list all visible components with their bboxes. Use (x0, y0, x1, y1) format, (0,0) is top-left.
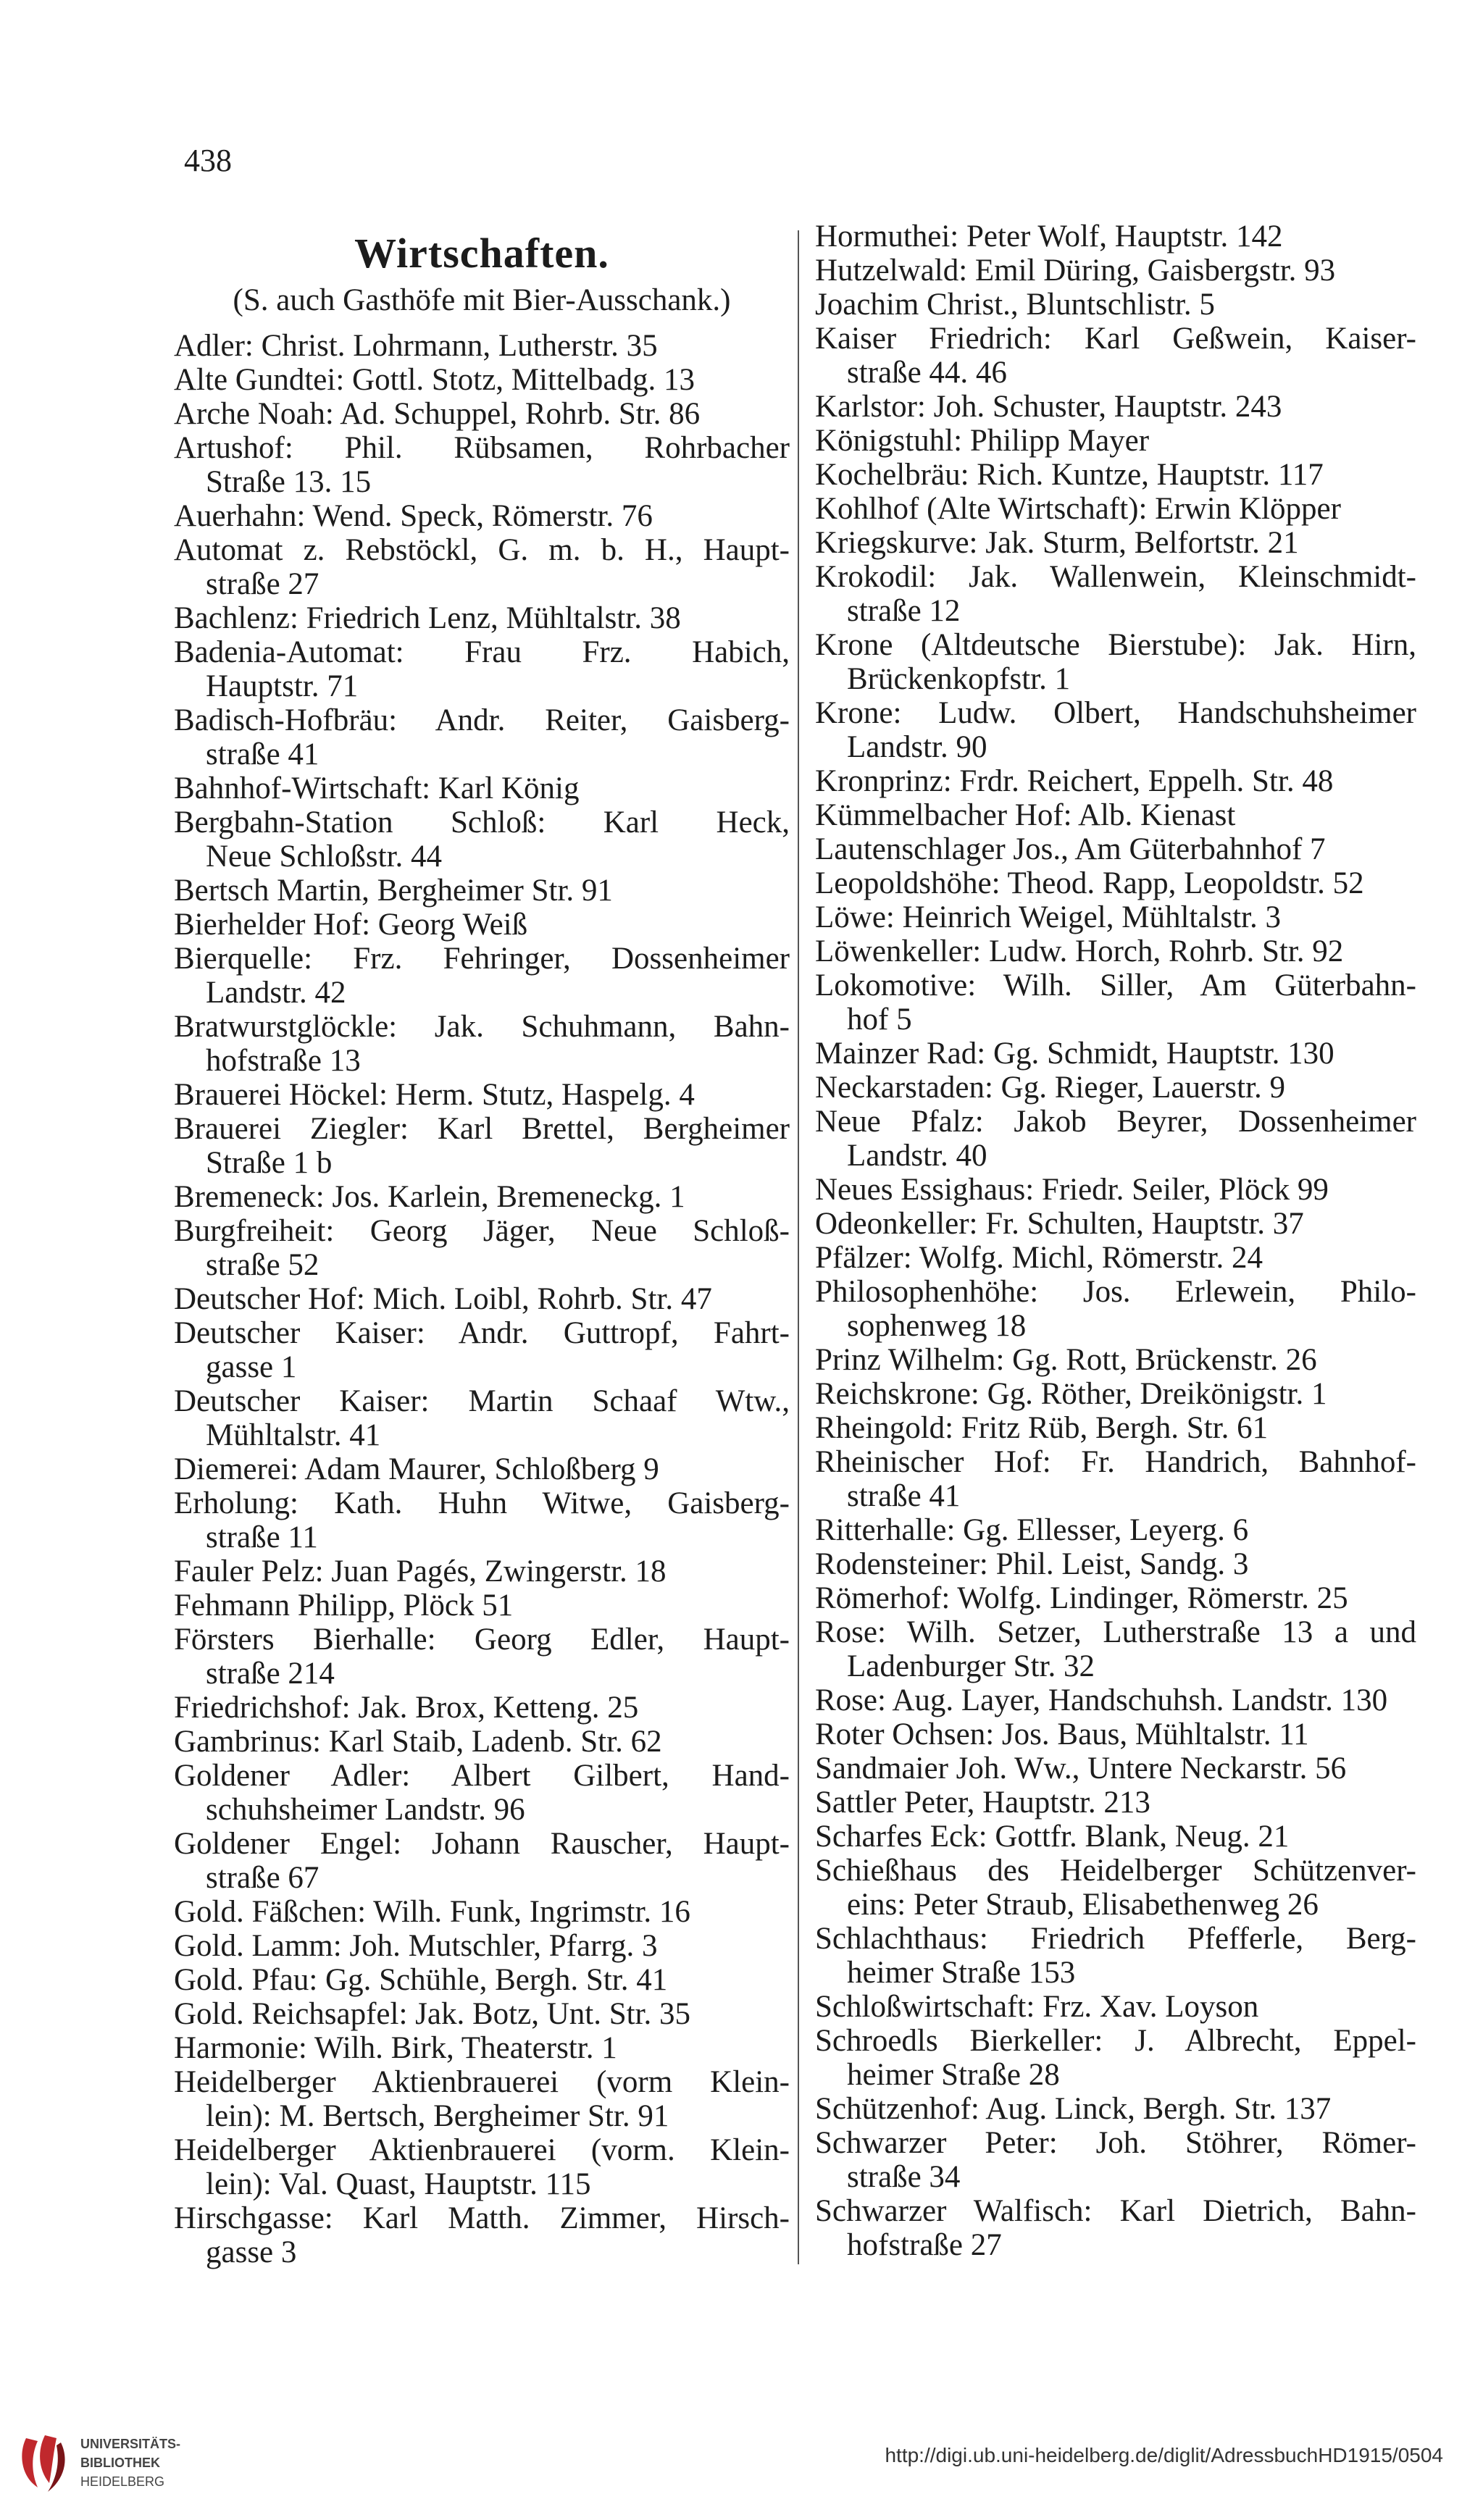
directory-entry (815, 288, 1416, 322)
entry-continuation-line: schuhsheimer Landstr. 96 (206, 1793, 525, 1827)
directory-entry (815, 1343, 1416, 1377)
entry-line: Krone (Altdeutsche Bierstube): Jak. Hirn, (815, 628, 1416, 662)
entry-line: Alte Gundtei: Gottl. Stotz, Mittelbadg. 13 (174, 363, 695, 397)
entry-line: Fauler Pelz: Juan Pagés, Zwingerstr. 18 (174, 1554, 667, 1588)
entry-continuation-line: straße 214 (206, 1657, 335, 1691)
section-heading: Wirtschaften. (354, 230, 609, 277)
directory-entry (815, 2126, 1416, 2194)
directory-entry (174, 1725, 790, 1759)
entry-line: Philosophenhöhe: Jos. Erlewein, Philo- (815, 1275, 1416, 1309)
directory-entry (815, 1445, 1416, 1513)
directory-entry (174, 1554, 790, 1588)
entry-continuation-line: heimer Straße 153 (847, 1956, 1076, 1990)
directory-entry (174, 635, 790, 703)
directory-entry (174, 1010, 790, 1078)
directory-entry (174, 908, 790, 942)
entry-line: Pfälzer: Wolfg. Michl, Römerstr. 24 (815, 1241, 1263, 1275)
entry-line: Goldener Engel: Johann Rauscher, Haupt- (174, 1827, 790, 1861)
entry-line: Rose: Aug. Layer, Handschuhsh. Landstr. 130 (815, 1683, 1388, 1717)
entry-line: Neckarstaden: Gg. Rieger, Lauerstr. 9 (815, 1071, 1286, 1105)
entry-line: Arche Noah: Ad. Schuppel, Rohrb. Str. 86 (174, 397, 701, 431)
directory-entry (174, 1214, 790, 1282)
entry-line: Odeonkeller: Fr. Schulten, Hauptstr. 37 (815, 1207, 1304, 1241)
directory-entry (174, 2133, 790, 2201)
entry-line: Heidelberger Aktienbrauerei (vorm. Klein- (174, 2133, 790, 2167)
directory-entry (815, 1173, 1416, 1207)
entry-line: Gambrinus: Karl Staib, Ladenb. Str. 62 (174, 1725, 662, 1759)
directory-entry (174, 1963, 790, 1997)
entry-line: Leopoldshöhe: Theod. Rapp, Leopoldstr. 52 (815, 866, 1364, 900)
library-name-line: HEIDELBERG (80, 2474, 165, 2489)
directory-entry (815, 1581, 1416, 1615)
entry-continuation-line: hofstraße 27 (847, 2228, 1002, 2262)
directory-entry (815, 322, 1416, 390)
entry-line: Krokodil: Jak. Wallenwein, Kleinschmidt- (815, 560, 1416, 594)
entry-continuation-line: straße 67 (206, 1861, 319, 1895)
directory-entry (174, 874, 790, 908)
directory-entry (815, 1105, 1416, 1173)
directory-entry (174, 329, 790, 363)
directory-entry (174, 1180, 790, 1214)
directory-entry (815, 1411, 1416, 1445)
entry-line: Bertsch Martin, Bergheimer Str. 91 (174, 874, 613, 908)
entry-line: Bahnhof-Wirtschaft: Karl König (174, 771, 580, 805)
directory-entry (174, 942, 790, 1010)
entry-line: Bachlenz: Friedrich Lenz, Mühltalstr. 38 (174, 601, 681, 635)
directory-entry (815, 2024, 1416, 2092)
entry-continuation-line: straße 41 (847, 1479, 961, 1513)
entry-continuation-line: lein): Val. Quast, Hauptstr. 115 (206, 2167, 591, 2201)
directory-entry (815, 866, 1416, 900)
entry-line: Badenia-Automat: Frau Frz. Habich, (174, 635, 790, 669)
directory-entry (815, 1786, 1416, 1820)
entry-continuation-line: gasse 1 (206, 1350, 297, 1384)
section-subheading: (S. auch Gasthöfe mit Bier-Ausschank.) (233, 283, 731, 317)
entry-continuation-line: straße 27 (206, 567, 319, 601)
directory-entry (815, 2194, 1416, 2262)
entry-line: Neues Essighaus: Friedr. Seiler, Plöck 99 (815, 1173, 1329, 1207)
entry-line: Schloßwirtschaft: Frz. Xav. Loyson (815, 1990, 1259, 2024)
directory-entry (174, 1895, 790, 1929)
entry-line: Deutscher Kaiser: Andr. Guttropf, Fahrt- (174, 1316, 790, 1350)
directory-entry (174, 703, 790, 771)
entry-line: Königstuhl: Philipp Mayer (815, 424, 1150, 458)
entry-line: Neue Pfalz: Jakob Beyrer, Dossenheimer (815, 1105, 1416, 1139)
directory-entry (174, 2065, 790, 2133)
entry-line: Diemerei: Adam Maurer, Schloßberg 9 (174, 1452, 659, 1486)
entry-continuation-line: gasse 3 (206, 2235, 297, 2269)
directory-entry (815, 1820, 1416, 1854)
directory-entry (815, 1377, 1416, 1411)
entry-line: Gold. Reichsapfel: Jak. Botz, Unt. Str. 35 (174, 1997, 691, 2031)
entry-line: Heidelberger Aktienbrauerei (vorm Klein- (174, 2065, 790, 2099)
entry-line: Roter Ochsen: Jos. Baus, Mühltalstr. 11 (815, 1717, 1309, 1751)
directory-entry (815, 900, 1416, 934)
directory-entry (815, 1275, 1416, 1343)
entry-line: Kaiser Friedrich: Karl Geßwein, Kaiser- (815, 322, 1416, 356)
entry-line: Kochelbräu: Rich. Kuntze, Hauptstr. 117 (815, 458, 1324, 492)
directory-entry (815, 1071, 1416, 1105)
entry-line: Krone: Ludw. Olbert, Handschuhsheimer (815, 696, 1416, 730)
directory-entry (174, 1759, 790, 1827)
source-url: http://digi.ub.uni-heidelberg.de/diglit/AdressbuchHD1915/0504 (885, 2444, 1443, 2466)
entry-continuation-line: Neue Schloßstr. 44 (206, 840, 443, 874)
entry-line: Friedrichshof: Jak. Brox, Ketteng. 25 (174, 1691, 639, 1725)
entry-continuation-line: lein): M. Bertsch, Bergheimer Str. 91 (206, 2099, 669, 2133)
directory-entry (174, 771, 790, 805)
directory-entry (174, 1316, 790, 1384)
entry-line: Schießhaus des Heidelberger Schützenver- (815, 1854, 1416, 1888)
entry-line: Ritterhalle: Gg. Ellesser, Leyerg. 6 (815, 1513, 1249, 1547)
entry-line: Rodensteiner: Phil. Leist, Sandg. 3 (815, 1547, 1249, 1581)
directory-entry (815, 219, 1416, 254)
entry-line: Mainzer Rad: Gg. Schmidt, Hauptstr. 130 (815, 1037, 1334, 1071)
directory-entry (815, 798, 1416, 832)
directory-entry (174, 1112, 790, 1180)
entry-continuation-line: straße 44. 46 (847, 356, 1007, 390)
entry-line: Kümmelbacher Hof: Alb. Kienast (815, 798, 1236, 832)
entry-line: Schwarzer Peter: Joh. Stöhrer, Römer- (815, 2126, 1416, 2160)
page-number: 438 (184, 143, 232, 178)
entry-line: Römerhof: Wolfg. Lindinger, Römerstr. 25 (815, 1581, 1348, 1615)
entry-continuation-line: hof 5 (847, 1002, 912, 1037)
directory-entry (174, 1997, 790, 2031)
directory-entry (174, 499, 790, 533)
directory-entry (174, 1827, 790, 1895)
directory-entry (174, 2201, 790, 2269)
entry-continuation-line: Straße 1 b (206, 1146, 333, 1180)
entry-continuation-line: heimer Straße 28 (847, 2058, 1060, 2092)
entry-line: Schwarzer Walfisch: Karl Dietrich, Bahn- (815, 2194, 1416, 2228)
entry-line: Scharfes Eck: Gottfr. Blank, Neug. 21 (815, 1820, 1290, 1854)
directory-entry (174, 397, 790, 431)
entry-line: Lautenschlager Jos., Am Güterbahnhof 7 (815, 832, 1326, 866)
library-name (80, 2435, 180, 2491)
entry-continuation-line: hofstraße 13 (206, 1044, 361, 1078)
entry-line: Bergbahn-Station Schloß: Karl Heck, (174, 805, 790, 840)
entry-line: Burgfreiheit: Georg Jäger, Neue Schloß- (174, 1214, 790, 1248)
entry-continuation-line: Mühltalstr. 41 (206, 1418, 381, 1452)
directory-entry (815, 1615, 1416, 1683)
directory-entry (815, 254, 1416, 288)
entry-line: Reichskrone: Gg. Röther, Dreikönigstr. 1 (815, 1377, 1327, 1411)
directory-entry (815, 1990, 1416, 2024)
directory-entry (815, 492, 1416, 526)
entry-line: Löwe: Heinrich Weigel, Mühltalstr. 3 (815, 900, 1282, 934)
left-column-entries (174, 329, 790, 2269)
entry-continuation-line: straße 52 (206, 1248, 319, 1282)
directory-entry (815, 1683, 1416, 1717)
directory-entry (174, 1452, 790, 1486)
directory-entry (174, 1929, 790, 1963)
directory-entry (815, 1513, 1416, 1547)
column-divider (798, 230, 799, 2264)
entry-continuation-line: Straße 13. 15 (206, 465, 372, 499)
entry-line: Goldener Adler: Albert Gilbert, Hand- (174, 1759, 790, 1793)
entry-line: Bierhelder Hof: Georg Weiß (174, 908, 528, 942)
entry-line: Hutzelwald: Emil Düring, Gaisbergstr. 93 (815, 254, 1336, 288)
directory-entry (815, 2092, 1416, 2126)
entry-continuation-line: Landstr. 90 (847, 730, 987, 764)
entry-continuation-line: Ladenburger Str. 32 (847, 1649, 1095, 1683)
entry-line: Bratwurstglöckle: Jak. Schuhmann, Bahn- (174, 1010, 790, 1044)
directory-entry (815, 1547, 1416, 1581)
directory-entry (174, 1384, 790, 1452)
directory-entry (815, 1241, 1416, 1275)
entry-line: Schroedls Bierkeller: J. Albrecht, Eppel- (815, 2024, 1416, 2058)
entry-line: Fehmann Philipp, Plöck 51 (174, 1588, 514, 1623)
entry-line: Försters Bierhalle: Georg Edler, Haupt- (174, 1623, 790, 1657)
entry-line: Sattler Peter, Hauptstr. 213 (815, 1786, 1150, 1820)
entry-line: Harmonie: Wilh. Birk, Theaterstr. 1 (174, 2031, 617, 2065)
entry-line: Artushof: Phil. Rübsamen, Rohrbacher (174, 431, 790, 465)
entry-line: Deutscher Hof: Mich. Loibl, Rohrb. Str. 47 (174, 1282, 712, 1316)
directory-entry (815, 1922, 1416, 1990)
entry-continuation-line: Landstr. 40 (847, 1139, 987, 1173)
entry-line: Lokomotive: Wilh. Siller, Am Güterbahn- (815, 968, 1416, 1002)
directory-entry (815, 968, 1416, 1037)
directory-entry (174, 1282, 790, 1316)
directory-entry (174, 533, 790, 601)
directory-entry (174, 431, 790, 499)
entry-line: Rheingold: Fritz Rüb, Bergh. Str. 61 (815, 1411, 1269, 1445)
entry-continuation-line: straße 12 (847, 594, 961, 628)
entry-line: Rose: Wilh. Setzer, Lutherstraße 13 a und (815, 1615, 1416, 1649)
entry-line: Erholung: Kath. Huhn Witwe, Gaisberg- (174, 1486, 790, 1520)
directory-entry (815, 832, 1416, 866)
entry-line: Deutscher Kaiser: Martin Schaaf Wtw., (174, 1384, 790, 1418)
directory-entry (815, 1751, 1416, 1786)
entry-line: Bremeneck: Jos. Karlein, Bremeneckg. 1 (174, 1180, 685, 1214)
entry-line: Gold. Fäßchen: Wilh. Funk, Ingrimstr. 16 (174, 1895, 690, 1929)
library-name-line: BIBLIOTHEK (80, 2456, 160, 2470)
entry-line: Prinz Wilhelm: Gg. Rott, Brückenstr. 26 (815, 1343, 1317, 1377)
entry-continuation-line: straße 34 (847, 2160, 961, 2194)
entry-line: Schützenhof: Aug. Linck, Bergh. Str. 137 (815, 2092, 1332, 2126)
directory-entry (815, 458, 1416, 492)
entry-line: Adler: Christ. Lohrmann, Lutherstr. 35 (174, 329, 658, 363)
entry-line: Kriegskurve: Jak. Sturm, Belfortstr. 21 (815, 526, 1299, 560)
entry-line: Löwenkeller: Ludw. Horch, Rohrb. Str. 92 (815, 934, 1344, 968)
entry-line: Hirschgasse: Karl Matth. Zimmer, Hirsch- (174, 2201, 790, 2235)
entry-line: Kohlhof (Alte Wirtschaft): Erwin Klöpper (815, 492, 1341, 526)
entry-continuation-line: eins: Peter Straub, Elisabethenweg 26 (847, 1888, 1319, 1922)
entry-line: Gold. Pfau: Gg. Schühle, Bergh. Str. 41 (174, 1963, 668, 1997)
entry-line: Brauerei Ziegler: Karl Brettel, Bergheimer (174, 1112, 790, 1146)
directory-entry (815, 424, 1416, 458)
entry-continuation-line: straße 11 (206, 1520, 318, 1554)
entry-continuation-line: sophenweg 18 (847, 1309, 1027, 1343)
directory-entry (174, 1486, 790, 1554)
entry-line: Brauerei Höckel: Herm. Stutz, Haspelg. 4 (174, 1078, 695, 1112)
entry-line: Auerhahn: Wend. Speck, Römerstr. 76 (174, 499, 653, 533)
entry-line: Gold. Lamm: Joh. Mutschler, Pfarrg. 3 (174, 1929, 658, 1963)
directory-entry (815, 696, 1416, 764)
entry-continuation-line: Brückenkopfstr. 1 (847, 662, 1071, 696)
entry-line: Sandmaier Joh. Ww., Untere Neckarstr. 56 (815, 1751, 1347, 1786)
entry-line: Bierquelle: Frz. Fehringer, Dossenheimer (174, 942, 790, 976)
directory-entry (174, 601, 790, 635)
directory-entry (174, 805, 790, 874)
directory-entry (815, 628, 1416, 696)
entry-line: Karlstor: Joh. Schuster, Hauptstr. 243 (815, 390, 1282, 424)
entry-line: Schlachthaus: Friedrich Pfefferle, Berg- (815, 1922, 1416, 1956)
directory-entry (174, 363, 790, 397)
directory-entry (815, 1717, 1416, 1751)
directory-entry (815, 1037, 1416, 1071)
entry-line: Hormuthei: Peter Wolf, Hauptstr. 142 (815, 219, 1283, 254)
entry-line: Kronprinz: Frdr. Reichert, Eppelh. Str. 48 (815, 764, 1334, 798)
directory-entry (174, 1078, 790, 1112)
directory-entry (174, 1588, 790, 1623)
directory-entry (815, 560, 1416, 628)
entry-line: Automat z. Rebstöckl, G. m. b. H., Haupt- (174, 533, 790, 567)
entry-continuation-line: Landstr. 42 (206, 976, 346, 1010)
ub-heidelberg-logo-icon (16, 2431, 74, 2496)
directory-entry (815, 1854, 1416, 1922)
entry-continuation-line: Hauptstr. 71 (206, 669, 359, 703)
directory-entry (174, 1623, 790, 1691)
directory-entry (815, 390, 1416, 424)
right-column-entries (815, 219, 1416, 2262)
directory-entry (174, 2031, 790, 2065)
entry-continuation-line: straße 41 (206, 737, 319, 771)
directory-entry (815, 934, 1416, 968)
directory-entry (815, 526, 1416, 560)
directory-entry (815, 1207, 1416, 1241)
directory-entry (174, 1691, 790, 1725)
entry-line: Rheinischer Hof: Fr. Handrich, Bahnhof- (815, 1445, 1416, 1479)
entry-line: Badisch-Hofbräu: Andr. Reiter, Gaisberg- (174, 703, 790, 737)
directory-entry (815, 764, 1416, 798)
library-name-line: UNIVERSITÄTS- (80, 2437, 181, 2451)
entry-line: Joachim Christ., Bluntschlistr. 5 (815, 288, 1215, 322)
